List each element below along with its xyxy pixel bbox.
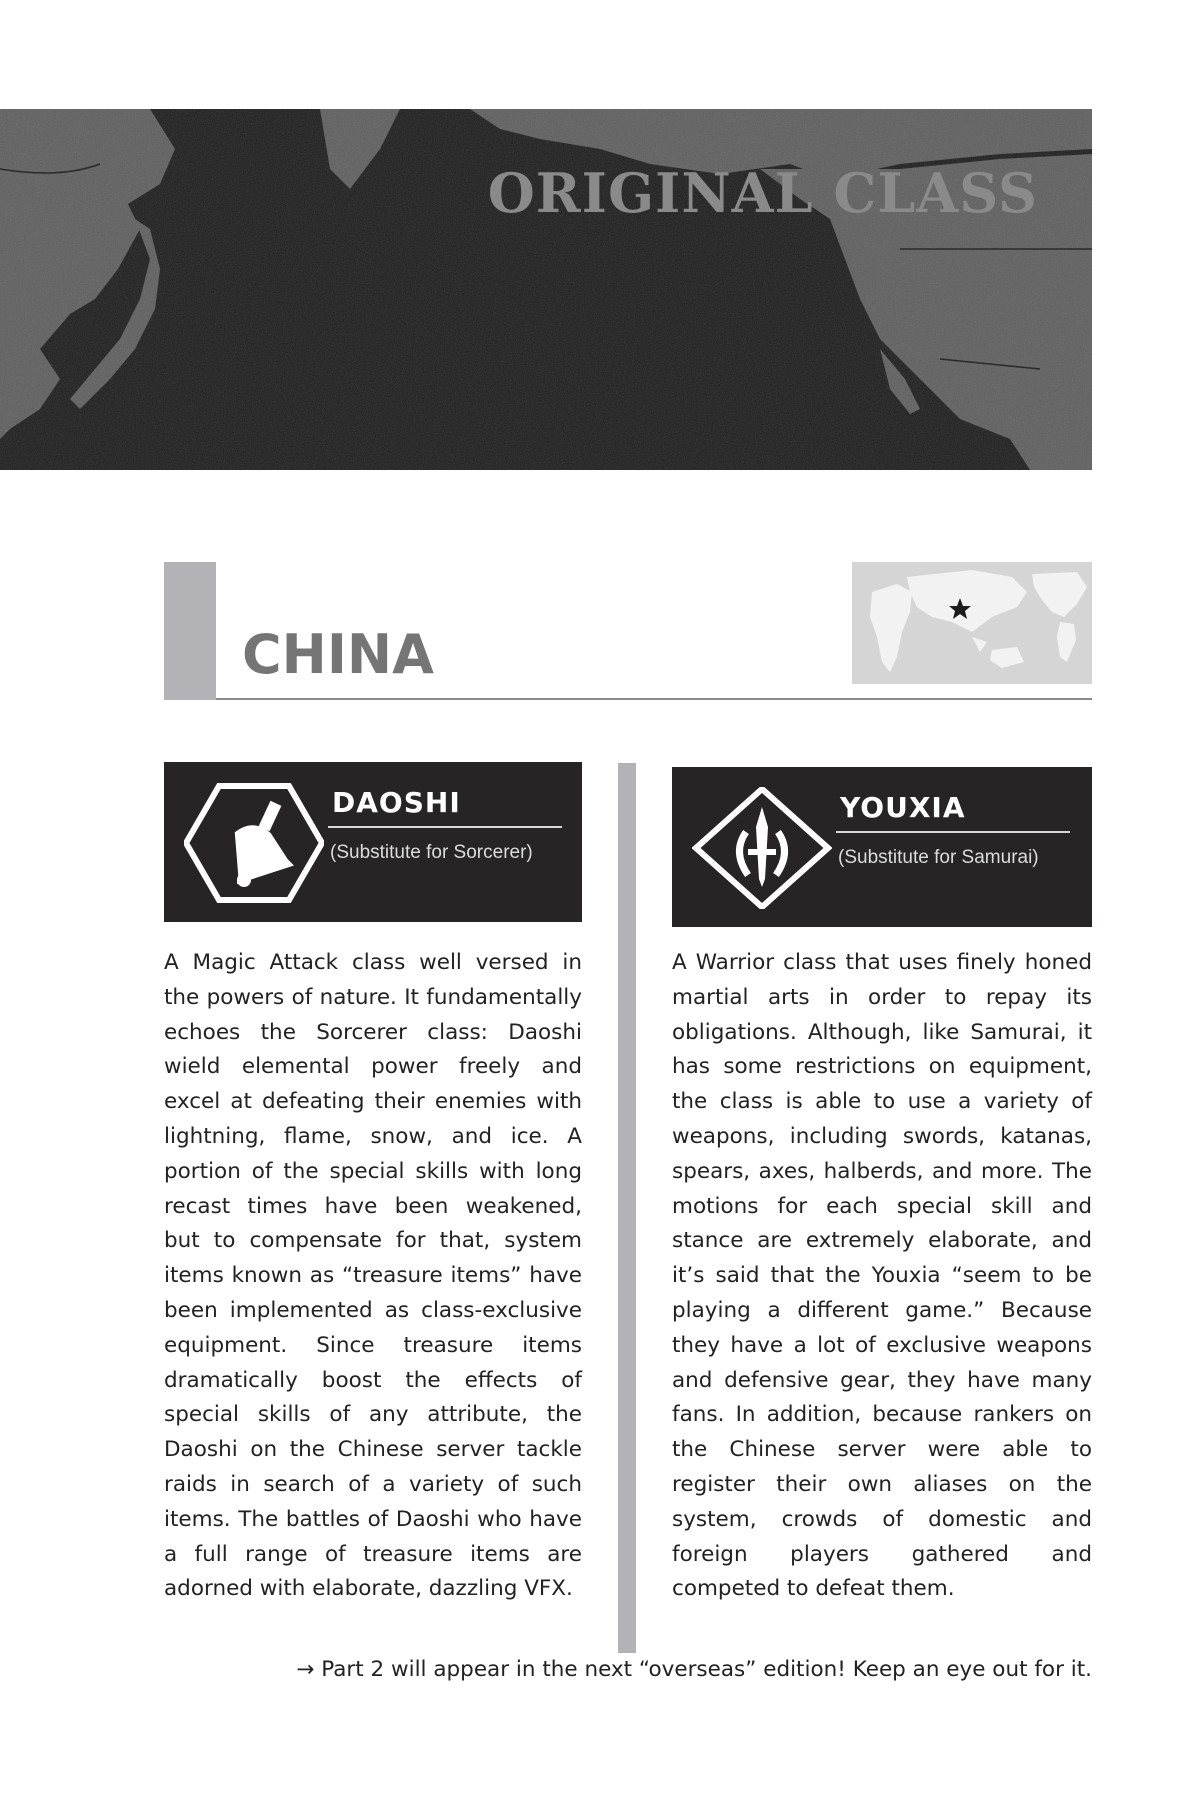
class-substitute: (Substitute for Sorcerer) [330,842,533,863]
class-card-youxia [672,767,1092,927]
world-mini-map [852,562,1092,684]
country-accent-bar [164,562,216,700]
crossed-blades-icon [692,787,832,909]
banner-title: ORIGINAL CLASS [487,161,1038,225]
class-name: DAOSHI [332,786,461,819]
class-title-rule [836,831,1070,833]
column-divider [618,763,636,1653]
youxia-description: A Warrior class that uses finely honed martial arts in order to repay its obligations. Although, like Samurai, it has some restrictions on equipment, the class is able to use a variety of weapons, including swords, katanas, spears, axes, halberds, and more. The motions for each special skill and stance are extremely elaborate, and it’s said that the Youxia “seem to be playing a different game.” Because they have a lot of exclusive weapons and defensive gear, they have many fans. In addition, because rankers on the Chinese server were able to register their own aliases on the system, crowds of domestic and foreign players gathered and competed to defeat them. [672,950,1092,1602]
class-title-rule [328,826,562,828]
country-divider [216,698,1092,700]
footer-note: → Part 2 will appear in the next “overseas” edition! Keep an eye out for it. [296,1657,1092,1682]
class-name: YOUXIA [840,791,966,824]
bell-icon [184,782,324,904]
daoshi-description: A Magic Attack class well versed in the powers of nature. It fundamentally echoes the Sorcerer class: Daoshi wield elemental power freely and excel at defeating their enemies with lightning, flame, snow, and ice. A portion of the special skills with long recast times have been weakened, but to compensate for that, system items known as “treasure items” have been implemented as class-exclusive equipment. Since treasure items dramatically boost the effects of special skills of any attribute, the Daoshi on the Chinese server tackle raids in search of a variety of such items. The battles of Daoshi who have a full range of treasure items are adorned with elaborate, dazzling VFX. [164,950,582,1602]
class-card-daoshi [164,762,582,922]
country-title: CHINA [242,623,434,686]
header-banner [0,109,1092,470]
class-substitute: (Substitute for Samurai) [838,847,1039,868]
